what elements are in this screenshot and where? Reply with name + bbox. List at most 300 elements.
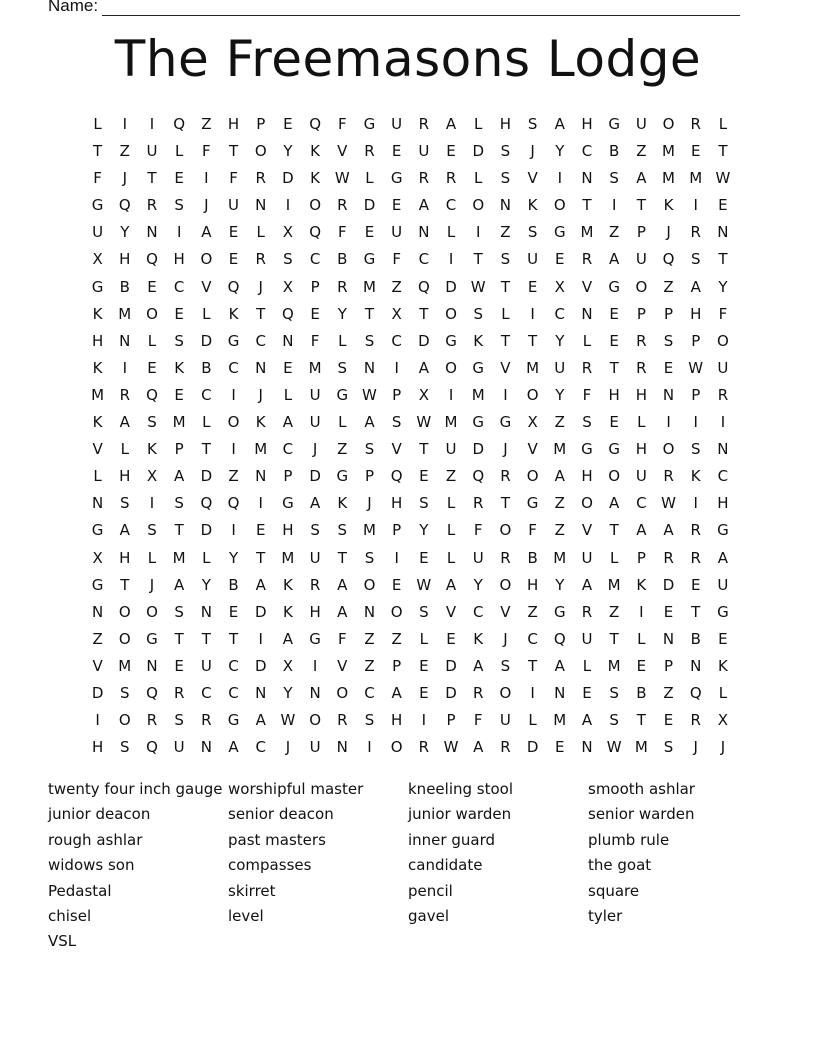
- grid-letter: F: [310, 331, 320, 350]
- grid-letter: U: [635, 250, 647, 269]
- grid-letter: J: [720, 738, 726, 757]
- grid-letter: W: [688, 358, 704, 377]
- grid-letter: R: [500, 738, 511, 757]
- grid-letter: P: [392, 385, 402, 404]
- grid-letter: Z: [228, 467, 239, 486]
- grid-letter: W: [606, 738, 622, 757]
- grid-letter: I: [149, 494, 155, 513]
- grid-letter: J: [285, 738, 291, 757]
- grid-letter: T: [691, 602, 701, 621]
- grid-letter: D: [363, 196, 376, 215]
- grid-letter: P: [310, 277, 320, 296]
- grid-letter: C: [554, 304, 566, 323]
- grid-letter: L: [93, 467, 102, 486]
- grid-letter: S: [419, 494, 429, 513]
- grid-letter: W: [715, 169, 731, 188]
- grid-letter: D: [445, 683, 457, 702]
- word-list-item: chisel: [48, 906, 92, 925]
- grid-letter: I: [557, 169, 562, 188]
- grid-letter: S: [147, 413, 157, 432]
- grid-letter: H: [717, 494, 729, 513]
- grid-letter: H: [391, 711, 403, 730]
- grid-letter: N: [91, 494, 104, 513]
- grid-letter: V: [527, 440, 538, 459]
- grid-letter: M: [444, 413, 458, 432]
- grid-letter: O: [445, 304, 457, 323]
- grid-letter: E: [310, 304, 320, 323]
- word-list-item: Pedastal: [48, 881, 112, 900]
- grid-letter: F: [392, 250, 401, 269]
- grid-letter: B: [690, 629, 701, 648]
- grid-letter: M: [662, 169, 675, 188]
- grid-letter: X: [391, 304, 402, 323]
- grid-letter: E: [391, 196, 402, 215]
- grid-letter: C: [201, 683, 212, 702]
- grid-letter: A: [554, 467, 565, 486]
- grid-letter: L: [120, 440, 129, 459]
- grid-letter: P: [691, 385, 701, 404]
- grid-letter: G: [227, 331, 240, 350]
- grid-letter: I: [204, 169, 209, 188]
- grid-letter: S: [582, 413, 592, 432]
- grid-letter: M: [91, 385, 105, 404]
- grid-letter: Q: [417, 277, 430, 296]
- grid-letter: R: [690, 223, 701, 242]
- grid-letter: C: [636, 494, 647, 513]
- grid-letter: R: [418, 738, 430, 757]
- grid-letter: O: [118, 711, 131, 730]
- grid-letter: G: [309, 629, 321, 648]
- grid-letter: T: [609, 521, 619, 540]
- grid-letter: L: [202, 548, 211, 567]
- grid-letter: Z: [609, 223, 620, 242]
- grid-letter: X: [92, 250, 103, 269]
- grid-letter: K: [255, 413, 266, 432]
- grid-letter: G: [553, 223, 566, 242]
- grid-letter: O: [526, 467, 539, 486]
- grid-letter: F: [93, 169, 102, 188]
- grid-letter: K: [92, 413, 103, 432]
- grid-letter: A: [636, 169, 647, 188]
- grid-letter: T: [718, 250, 728, 269]
- grid-letter: A: [554, 656, 565, 675]
- grid-letter: E: [174, 656, 184, 675]
- grid-letter: D: [309, 467, 321, 486]
- grid-letter: C: [201, 385, 212, 404]
- grid-letter: R: [581, 602, 593, 621]
- grid-letter: K: [473, 331, 484, 350]
- grid-letter: R: [636, 358, 647, 377]
- grid-letter: V: [92, 656, 103, 675]
- grid-letter: X: [554, 277, 565, 296]
- grid-letter: N: [581, 169, 593, 188]
- grid-letter: I: [312, 656, 318, 675]
- grid-letter: A: [228, 738, 239, 757]
- grid-letter: M: [634, 738, 648, 757]
- grid-letter: A: [554, 115, 565, 133]
- grid-letter: L: [501, 304, 510, 323]
- grid-letter: O: [363, 575, 376, 594]
- word-list-item: candidate: [408, 856, 483, 875]
- grid-letter: C: [228, 656, 239, 675]
- grid-letter: R: [663, 548, 674, 567]
- grid-letter: H: [227, 115, 240, 133]
- grid-letter: K: [636, 575, 647, 594]
- grid-letter: A: [445, 575, 457, 594]
- grid-letter: R: [119, 385, 130, 404]
- grid-letter: A: [309, 494, 321, 513]
- word-list-item: kneeling stool: [408, 780, 513, 798]
- grid-letter: K: [527, 196, 538, 215]
- grid-letter: R: [581, 250, 593, 269]
- grid-letter: U: [635, 467, 647, 486]
- grid-letter: J: [312, 440, 318, 459]
- grid-letter: J: [149, 575, 155, 594]
- grid-letter: G: [282, 494, 294, 513]
- grid-letter: X: [717, 711, 729, 730]
- grid-letter: H: [91, 738, 104, 757]
- grid-letter: T: [256, 548, 266, 567]
- grid-letter: P: [636, 548, 646, 567]
- grid-letter: I: [176, 223, 182, 242]
- grid-letter: Q: [146, 250, 158, 269]
- grid-letter: R: [337, 196, 348, 215]
- grid-letter: I: [394, 358, 399, 377]
- grid-letter: S: [500, 656, 511, 675]
- grid-letter: Q: [146, 385, 158, 404]
- grid-letter: D: [282, 169, 294, 188]
- grid-letter: S: [663, 738, 674, 757]
- grid-letter: R: [309, 575, 321, 594]
- grid-letter: X: [527, 413, 538, 432]
- grid-letter: E: [419, 683, 429, 702]
- word-list-item: senior deacon: [228, 805, 334, 824]
- grid-letter: A: [717, 548, 729, 567]
- grid-letter: U: [92, 223, 104, 242]
- grid-letter: H: [173, 250, 185, 269]
- grid-letter: Y: [283, 683, 293, 702]
- grid-letter: C: [418, 250, 430, 269]
- grid-letter: S: [174, 494, 184, 513]
- word-list-item: square: [588, 881, 640, 900]
- grid-letter: E: [555, 250, 565, 269]
- grid-letter: W: [362, 385, 377, 404]
- grid-letter: H: [282, 521, 294, 540]
- grid-letter: E: [174, 169, 184, 188]
- grid-letter: E: [663, 358, 674, 377]
- grid-letter: Y: [473, 575, 483, 594]
- grid-letter: U: [554, 358, 566, 377]
- grid-letter: Q: [146, 683, 158, 702]
- word-list-item: inner guard: [408, 830, 495, 849]
- grid-letter: I: [421, 711, 427, 730]
- grid-letter: E: [690, 142, 701, 161]
- grid-letter: Z: [391, 629, 402, 648]
- grid-letter: R: [364, 142, 375, 161]
- grid-letter: A: [337, 602, 348, 621]
- grid-letter: G: [472, 413, 485, 432]
- grid-letter: R: [500, 548, 511, 567]
- grid-letter: Z: [119, 142, 130, 161]
- grid-letter: O: [309, 711, 321, 730]
- grid-letter: Y: [120, 223, 130, 242]
- grid-letter: X: [418, 385, 429, 404]
- grid-letter: H: [391, 494, 403, 513]
- grid-letter: Q: [227, 494, 240, 513]
- grid-letter: E: [718, 629, 728, 648]
- grid-letter: C: [228, 358, 239, 377]
- grid-letter: L: [446, 548, 456, 567]
- grid-letter: R: [690, 115, 701, 133]
- page-title: The Freemasons Lodge: [114, 30, 702, 88]
- grid-letter: O: [227, 413, 240, 432]
- grid-letter: R: [418, 169, 430, 188]
- grid-letter: E: [147, 358, 157, 377]
- grid-letter: T: [500, 494, 510, 513]
- grid-letter: T: [174, 629, 184, 648]
- grid-letter: F: [473, 711, 483, 730]
- grid-letter: F: [337, 629, 347, 648]
- grid-letter: G: [608, 440, 620, 459]
- grid-letter: L: [582, 656, 592, 675]
- grid-letter: F: [337, 115, 347, 133]
- grid-letter: N: [363, 358, 376, 377]
- grid-letter: S: [147, 521, 157, 540]
- grid-letter: A: [364, 413, 375, 432]
- grid-letter: N: [336, 738, 348, 757]
- grid-letter: A: [337, 575, 348, 594]
- grid-letter: O: [309, 196, 321, 215]
- grid-letter: J: [503, 440, 508, 459]
- grid-letter: N: [255, 683, 267, 702]
- grid-letter: E: [663, 602, 674, 621]
- grid-letter: N: [146, 656, 158, 675]
- grid-letter: T: [528, 331, 538, 350]
- grid-letter: S: [364, 548, 375, 567]
- grid-letter: B: [119, 277, 130, 296]
- grid-letter: M: [254, 440, 268, 459]
- grid-letter: Q: [662, 250, 675, 269]
- grid-letter: A: [201, 223, 212, 242]
- grid-letter: A: [473, 738, 484, 757]
- grid-letter: E: [690, 575, 701, 594]
- grid-letter: K: [174, 358, 185, 377]
- name-blank-line[interactable]: [102, 0, 740, 16]
- grid-letter: Z: [663, 683, 674, 702]
- grid-letter: Y: [201, 575, 211, 594]
- word-list-item: widows son: [48, 856, 135, 875]
- grid-letter: G: [91, 277, 104, 296]
- grid-letter: Z: [391, 277, 402, 296]
- word-list-item: twenty four inch gauge: [48, 780, 223, 798]
- grid-letter: C: [364, 683, 375, 702]
- grid-letter: I: [367, 738, 372, 757]
- grid-letter: R: [337, 711, 348, 730]
- grid-letter: G: [336, 385, 349, 404]
- grid-letter: Y: [337, 304, 347, 323]
- grid-letter: G: [91, 521, 104, 540]
- grid-letter: L: [446, 521, 456, 540]
- grid-letter: K: [310, 142, 321, 161]
- word-list-item: skirret: [228, 881, 276, 900]
- grid-letter: P: [392, 656, 402, 675]
- grid-letter: J: [258, 277, 263, 296]
- grid-letter: A: [119, 521, 130, 540]
- grid-letter: N: [581, 738, 593, 757]
- grid-letter: G: [553, 602, 566, 621]
- grid-letter: N: [282, 331, 294, 350]
- grid-letter: R: [500, 467, 511, 486]
- grid-letter: N: [91, 602, 104, 621]
- grid-letter: R: [663, 467, 674, 486]
- grid-letter: N: [418, 223, 430, 242]
- grid-letter: S: [609, 683, 619, 702]
- grid-letter: I: [611, 196, 617, 215]
- grid-letter: I: [258, 494, 263, 513]
- grid-letter: R: [445, 169, 457, 188]
- grid-letter: P: [446, 711, 456, 730]
- grid-letter: B: [636, 683, 647, 702]
- grid-letter: S: [500, 250, 511, 269]
- grid-letter: K: [717, 656, 728, 675]
- grid-letter: Y: [718, 277, 728, 296]
- grid-letter: D: [200, 521, 213, 540]
- grid-letter: M: [553, 548, 567, 567]
- grid-letter: Y: [555, 142, 565, 161]
- grid-letter: A: [282, 413, 294, 432]
- grid-letter: M: [471, 385, 485, 404]
- word-list-item: pencil: [408, 881, 453, 900]
- grid-letter: R: [690, 711, 701, 730]
- grid-letter: I: [530, 683, 535, 702]
- grid-letter: M: [118, 656, 132, 675]
- grid-letter: U: [200, 656, 212, 675]
- grid-letter: Q: [282, 304, 294, 323]
- grid-letter: C: [282, 440, 294, 459]
- grid-letter: C: [445, 196, 457, 215]
- grid-letter: L: [637, 629, 646, 648]
- grid-letter: O: [146, 304, 158, 323]
- grid-letter: O: [118, 629, 131, 648]
- grid-letter: D: [445, 277, 457, 296]
- grid-letter: O: [390, 602, 403, 621]
- grid-letter: S: [419, 602, 429, 621]
- grid-letter: O: [390, 738, 403, 757]
- grid-letter: O: [526, 385, 539, 404]
- grid-letter: L: [338, 413, 347, 432]
- grid-letter: Q: [118, 196, 131, 215]
- grid-letter: H: [608, 385, 620, 404]
- grid-letter: J: [666, 223, 671, 242]
- grid-letter: R: [418, 115, 430, 133]
- grid-letter: U: [309, 385, 321, 404]
- grid-letter: E: [609, 413, 619, 432]
- grid-letter: N: [554, 683, 566, 702]
- name-field[interactable]: [48, 0, 740, 16]
- grid-letter: N: [255, 467, 267, 486]
- grid-letter: Z: [337, 440, 348, 459]
- grid-letter: U: [391, 115, 403, 133]
- grid-letter: Z: [364, 629, 375, 648]
- grid-letter: B: [609, 142, 620, 161]
- grid-letter: M: [118, 304, 132, 323]
- grid-letter: K: [147, 440, 157, 459]
- grid-letter: B: [527, 548, 538, 567]
- grid-letter: E: [174, 385, 184, 404]
- grid-letter: O: [118, 602, 131, 621]
- grid-letter: F: [229, 169, 238, 188]
- grid-letter: N: [146, 223, 158, 242]
- grid-letter: N: [363, 602, 376, 621]
- grid-letter: H: [581, 115, 593, 133]
- grid-letter: K: [690, 467, 701, 486]
- grid-letter: T: [337, 548, 347, 567]
- grid-letter: S: [364, 440, 375, 459]
- grid-letter: Z: [364, 656, 375, 675]
- grid-letter: L: [338, 331, 347, 350]
- grid-letter: E: [228, 250, 239, 269]
- grid-letter: Z: [554, 521, 565, 540]
- grid-letter: O: [581, 494, 593, 513]
- word-list: [48, 778, 768, 956]
- grid-letter: A: [581, 711, 593, 730]
- grid-letter: Z: [663, 277, 674, 296]
- grid-letter: O: [499, 575, 512, 594]
- grid-letter: H: [119, 467, 131, 486]
- grid-letter: Z: [201, 115, 212, 133]
- grid-letter: F: [337, 223, 347, 242]
- grid-letter: N: [200, 602, 212, 621]
- letter-grid: [84, 111, 737, 761]
- grid-letter: A: [690, 277, 701, 296]
- grid-letter: T: [500, 331, 510, 350]
- grid-letter: N: [309, 683, 321, 702]
- grid-letter: E: [446, 629, 456, 648]
- grid-letter: U: [527, 250, 539, 269]
- grid-letter: M: [689, 169, 703, 188]
- grid-letter: U: [581, 548, 593, 567]
- grid-letter: R: [636, 331, 647, 350]
- grid-letter: O: [499, 683, 512, 702]
- grid-letter: E: [147, 277, 157, 296]
- grid-letter: U: [581, 629, 593, 648]
- grid-letter: W: [470, 277, 486, 296]
- word-list-item: junior deacon: [48, 805, 151, 824]
- grid-letter: D: [526, 738, 539, 757]
- grid-letter: X: [282, 223, 294, 242]
- grid-letter: H: [309, 602, 321, 621]
- word-list-item: junior warden: [408, 805, 512, 824]
- grid-letter: T: [473, 250, 483, 269]
- grid-letter: M: [553, 711, 567, 730]
- grid-letter: A: [609, 250, 620, 269]
- grid-letter: G: [526, 494, 539, 513]
- grid-letter: G: [581, 440, 593, 459]
- grid-letter: S: [609, 711, 619, 730]
- grid-letter: K: [282, 602, 293, 621]
- grid-letter: V: [445, 602, 457, 621]
- grid-letter: M: [172, 413, 186, 432]
- grid-letter: A: [418, 358, 429, 377]
- grid-letter: D: [200, 467, 213, 486]
- grid-letter: T: [120, 575, 130, 594]
- word-list-item: VSL: [48, 932, 77, 951]
- grid-letter: E: [636, 656, 647, 675]
- grid-letter: K: [663, 196, 674, 215]
- grid-letter: Z: [527, 602, 538, 621]
- grid-letter: X: [92, 548, 103, 567]
- grid-letter: E: [609, 304, 619, 323]
